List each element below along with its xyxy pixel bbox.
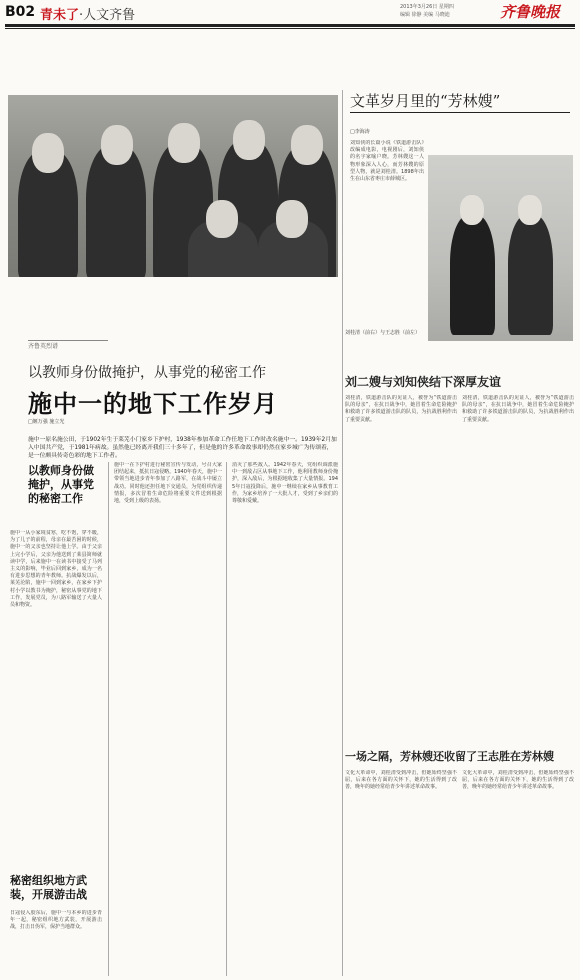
family-photo bbox=[8, 95, 338, 277]
column-2-text: 施中一在下护村进行秘密宣传与发动，号召大家团结起来，抵抗日寇侵略。1940年春天，施中一带领当地进步青年参加了八路军，在战斗中屡立战功。同时他还担任地下交通员，为党组织传递情报，多次冒着生命危险将重要文件送到根据地，受到上级的表扬。 bbox=[114, 462, 222, 505]
column-1-text: 施中一从小家境贫寒，吃不饱，穿不暖，为了儿子的前程，母亲在最苦困的时候，施中一的父亲也坚持让他上学。由于父亲上完小学后，父亲为他送到了莱县简师就读中学，后来施中一在读书中接受了马列主义的影响，毕业后回到家乡，成为一名有进步思想的青年教师。抗战爆发以后，莱芜沦陷，施中一回到家乡，在家乡下护村小学以教书为掩护，秘密从事党的地下工作，发展党员，为八路军输送了大量人员和物资。 bbox=[10, 530, 102, 609]
section-2-text: 刘桂清，铁道游击队的见证人，被誉为“铁道游击队的母亲”，在抗日战争中，她冒着生命危险掩护和救助了许多铁道游击队的队员，为抗战胜利作出了重要贡献。 bbox=[345, 395, 457, 423]
column-1-text-2: 日寇侵入胶东后，施中一与本乡的进步青年一起，秘密组织地方武装，开展游击战，打击日伪军，保护当地群众。 bbox=[10, 910, 102, 931]
section-subtitle: ·人文齐鲁 bbox=[79, 8, 136, 23]
section-title: 青未了 bbox=[40, 8, 80, 23]
feature-byline: □姬万强 施立光 bbox=[28, 419, 65, 425]
column-heading: 以教师身份做掩护，从事党的秘密工作 bbox=[28, 464, 94, 505]
right-article-intro: 刘知侠的长篇小说《铁道游击队》改编成电影，电视剧后，刘知侠的名字家喻户晓。芳林嫂这一人物形象深入人心，而芳林嫂的原型人物，就是刘桂清。1898年出生在山东省枣庄市薛城区。 bbox=[350, 140, 424, 183]
column-heading-2: 秘密组织地方武装，开展游击战 bbox=[10, 874, 87, 901]
section-3-text: 文化大革命中，刘桂清受到冲击，但她始终坚强不屈，后来在各方面的关怀下，她的生活得到了改善，晚年的她经常给青少年讲述革命故事。 bbox=[345, 770, 457, 791]
masthead bbox=[0, 0, 580, 32]
section-3-title: 一场之隔，芳林嫂还收留了王志胜在芳林嫂 bbox=[345, 750, 554, 763]
series-tag: 齐鲁英烈谱 bbox=[28, 340, 108, 351]
column-divider bbox=[108, 462, 109, 976]
column-3-text: 消灭了那些敌人。1942年春天，党组织调派施中一到敌占区从事地下工作，他利用教师身份掩护，深入敌后，为根据地收集了大量情报。1945年日寇投降后，施中一继续在家乡从事教育工作，为家乡培养了一大批人才，受到了乡亲们的尊敬和爱戴。 bbox=[232, 462, 338, 505]
right-article-byline: □李海涛 bbox=[350, 129, 370, 135]
publication-date: 2013年3月26日 星期四 bbox=[400, 4, 454, 10]
editors-line: 编辑 徐静 美编 马晓迪 bbox=[400, 12, 450, 18]
page-divider bbox=[342, 90, 343, 976]
page-number: B02 bbox=[5, 4, 36, 20]
feature-title: 施中一的地下工作岁月 bbox=[28, 389, 278, 418]
section-2-text-col2: 刘桂清，铁道游击队的见证人，被誉为“铁道游击队的母亲”，在抗日战争中，她冒着生命危险掩护和救助了许多铁道游击队的队员，为抗战胜利作出了重要贡献。 bbox=[462, 395, 574, 423]
column-divider bbox=[226, 462, 227, 976]
masthead-rule bbox=[5, 24, 575, 27]
right-article-title: 文革岁月里的“芳林嫂” bbox=[350, 92, 501, 110]
couple-photo bbox=[428, 155, 573, 341]
title-rule bbox=[350, 112, 570, 113]
newspaper-logo: 齐鲁晚报 bbox=[500, 3, 561, 21]
feature-lead: 施中一原名施公田，于1902年生于莱芜小门家乡下护村，1938年参加革命工作任地下工作时改名施中一。1939年2月加入中国共产党，于1981年病故。虽然他已经离开我们三十多年了，但是他的许多革命故事却仍然在家乡城广为传颂着，是一位颇具传奇色彩的地下工作者。 bbox=[28, 437, 337, 459]
photo-caption-2: 刘桂清（前右）与王志胜（前左） bbox=[345, 330, 421, 336]
section-name bbox=[40, 4, 135, 23]
feature-subhead: 以教师身份做掩护，从事党的秘密工作 bbox=[28, 365, 266, 381]
section-2-title: 刘二嫂与刘知侠结下深厚友谊 bbox=[345, 375, 502, 389]
section-3-text-col2: 文化大革命中，刘桂清受到冲击，但她始终坚强不屈，后来在各方面的关怀下，她的生活得到了改善，晚年的她经常给青少年讲述革命故事。 bbox=[462, 770, 574, 791]
masthead-rule-thin bbox=[5, 28, 575, 29]
